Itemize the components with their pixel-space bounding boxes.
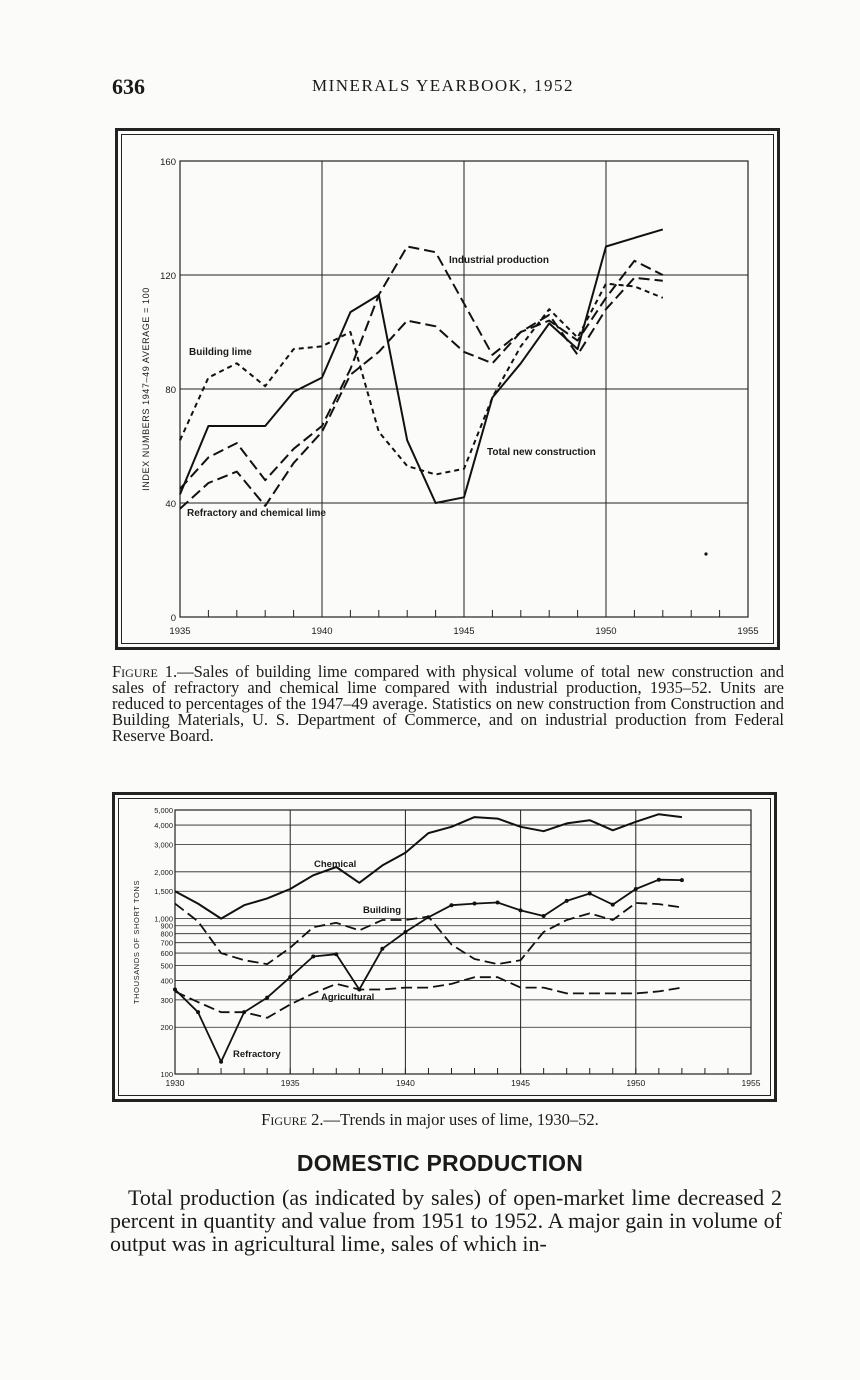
fig2-y-tick-label: 5,000 [154,806,173,815]
running-title: MINERALS YEARBOOK, 1952 [312,76,574,95]
fig2-point-building [496,900,500,904]
fig1-x-tick-label: 1955 [737,626,759,637]
fig2-point-building [334,952,338,956]
fig2-point-building [219,1060,223,1064]
fig1-series-label: Total new construction [487,447,596,458]
figure-1-caption-label: Figure [112,662,158,681]
fig2-series-building [175,880,682,1062]
figure-1-caption [112,664,784,744]
fig2-series-agricultural [175,977,682,1018]
figure-1-caption-text: —Sales of building lime compared with physical volume of total new construction and sales of refractory and chemical lime compared with industrial production, 1935–52. Units are reduced to percentages of the 1947–49 average. Statistics on new construction from Construction and Building Materials, U. S. Department of Commerce, and on industrial production from Federal Reserve Board. [112,662,784,745]
fig2-point-building [634,887,638,891]
fig2-x-tick-label: 1930 [165,1078,185,1088]
figure-1-chart [118,131,777,647]
fig1-x-tick-label: 1950 [595,626,617,637]
fig2-point-building [588,892,592,896]
body-paragraph: Total production (as indicated by sales) of open-market lime decreased 2 percent in quantity and value from 1951 to 1952. A major gain in volume of output was in agricultural lime, sales of which in- [110,1185,782,1256]
fig2-point-building [611,903,615,907]
fig2-y-tick-label: 100 [160,1070,173,1079]
fig2-y-tick-label: 3,000 [154,840,173,850]
fig1-speck [704,552,707,555]
fig1-y-tick-label: 0 [170,613,176,624]
fig2-series-label: Building [363,905,401,916]
figure-2-caption-label: Figure [261,1110,308,1129]
figure-2-caption [0,1112,860,1128]
figure-2-chart [115,795,774,1099]
fig2-y-tick-label: 4,000 [154,821,173,831]
fig1-y-tick-label: 80 [165,385,176,396]
fig2-point-building [565,899,569,903]
fig2-y-tick-label: 1,000 [154,914,173,924]
figure-1-caption-number: 1. [164,662,178,681]
fig1-series-label: Refractory and chemical lime [187,508,326,519]
fig2-x-tick-label: 1935 [280,1078,300,1088]
fig2-y-tick-label: 200 [160,1023,173,1033]
fig2-point-building [380,947,384,951]
fig2-x-tick-label: 1955 [741,1078,761,1088]
figure-2-caption-text: 2.—Trends in major uses of lime, 1930–52. [307,1110,599,1129]
fig2-y-tick-label: 800 [160,929,173,939]
figure-1-frame [115,128,780,650]
fig2-y-axis-label: THOUSANDS OF SHORT TONS [132,879,141,1005]
fig2-point-building [680,878,684,882]
fig2-y-tick-label: 500 [160,961,173,971]
fig1-x-tick-label: 1945 [453,626,475,637]
fig2-y-tick-label: 300 [160,995,173,1005]
fig2-y-tick-label: 2,000 [154,867,173,877]
fig2-y-tick-label: 400 [160,976,173,986]
fig2-series-label: Refractory [233,1049,281,1060]
fig2-point-building [449,903,453,907]
fig2-y-tick-label: 600 [160,949,173,959]
fig2-point-building [473,902,477,906]
fig2-y-tick-label: 900 [160,921,173,931]
fig1-series-building-lime [180,284,663,475]
fig2-point-building [265,996,269,1000]
fig1-series-label: Building lime [189,347,252,358]
fig2-point-building [542,914,546,918]
fig1-y-axis-label: INDEX NUMBERS 1947–49 AVERAGE = 100 [141,287,151,491]
fig1-y-tick-label: 120 [160,271,176,282]
fig2-series-label: Agricultural [321,992,375,1003]
fig1-x-tick-label: 1940 [311,626,333,637]
fig1-x-tick-label: 1935 [169,626,191,637]
figure-2-frame [112,792,777,1102]
fig2-point-building [173,987,177,991]
fig2-point-building [403,930,407,934]
page-number: 636 [112,74,145,99]
fig1-y-tick-label: 160 [160,157,176,168]
section-heading: DOMESTIC PRODUCTION [296,1150,584,1176]
fig2-x-tick-label: 1945 [511,1078,531,1088]
fig2-point-building [311,955,315,959]
fig2-series-chemical [175,814,682,918]
fig1-y-tick-label: 40 [165,499,176,510]
fig2-point-building [196,1010,200,1014]
fig2-series-label: Chemical [314,859,357,870]
fig2-y-tick-label: 1,500 [154,887,173,897]
fig2-point-building [657,878,661,882]
fig2-point-building [519,908,523,912]
fig2-y-tick-label: 700 [160,938,173,948]
fig2-x-tick-label: 1940 [395,1078,415,1088]
fig2-plot-area [175,810,751,1074]
fig1-series-label: Industrial production [449,255,549,266]
fig2-point-building [288,975,292,979]
fig2-x-tick-label: 1950 [626,1078,646,1088]
